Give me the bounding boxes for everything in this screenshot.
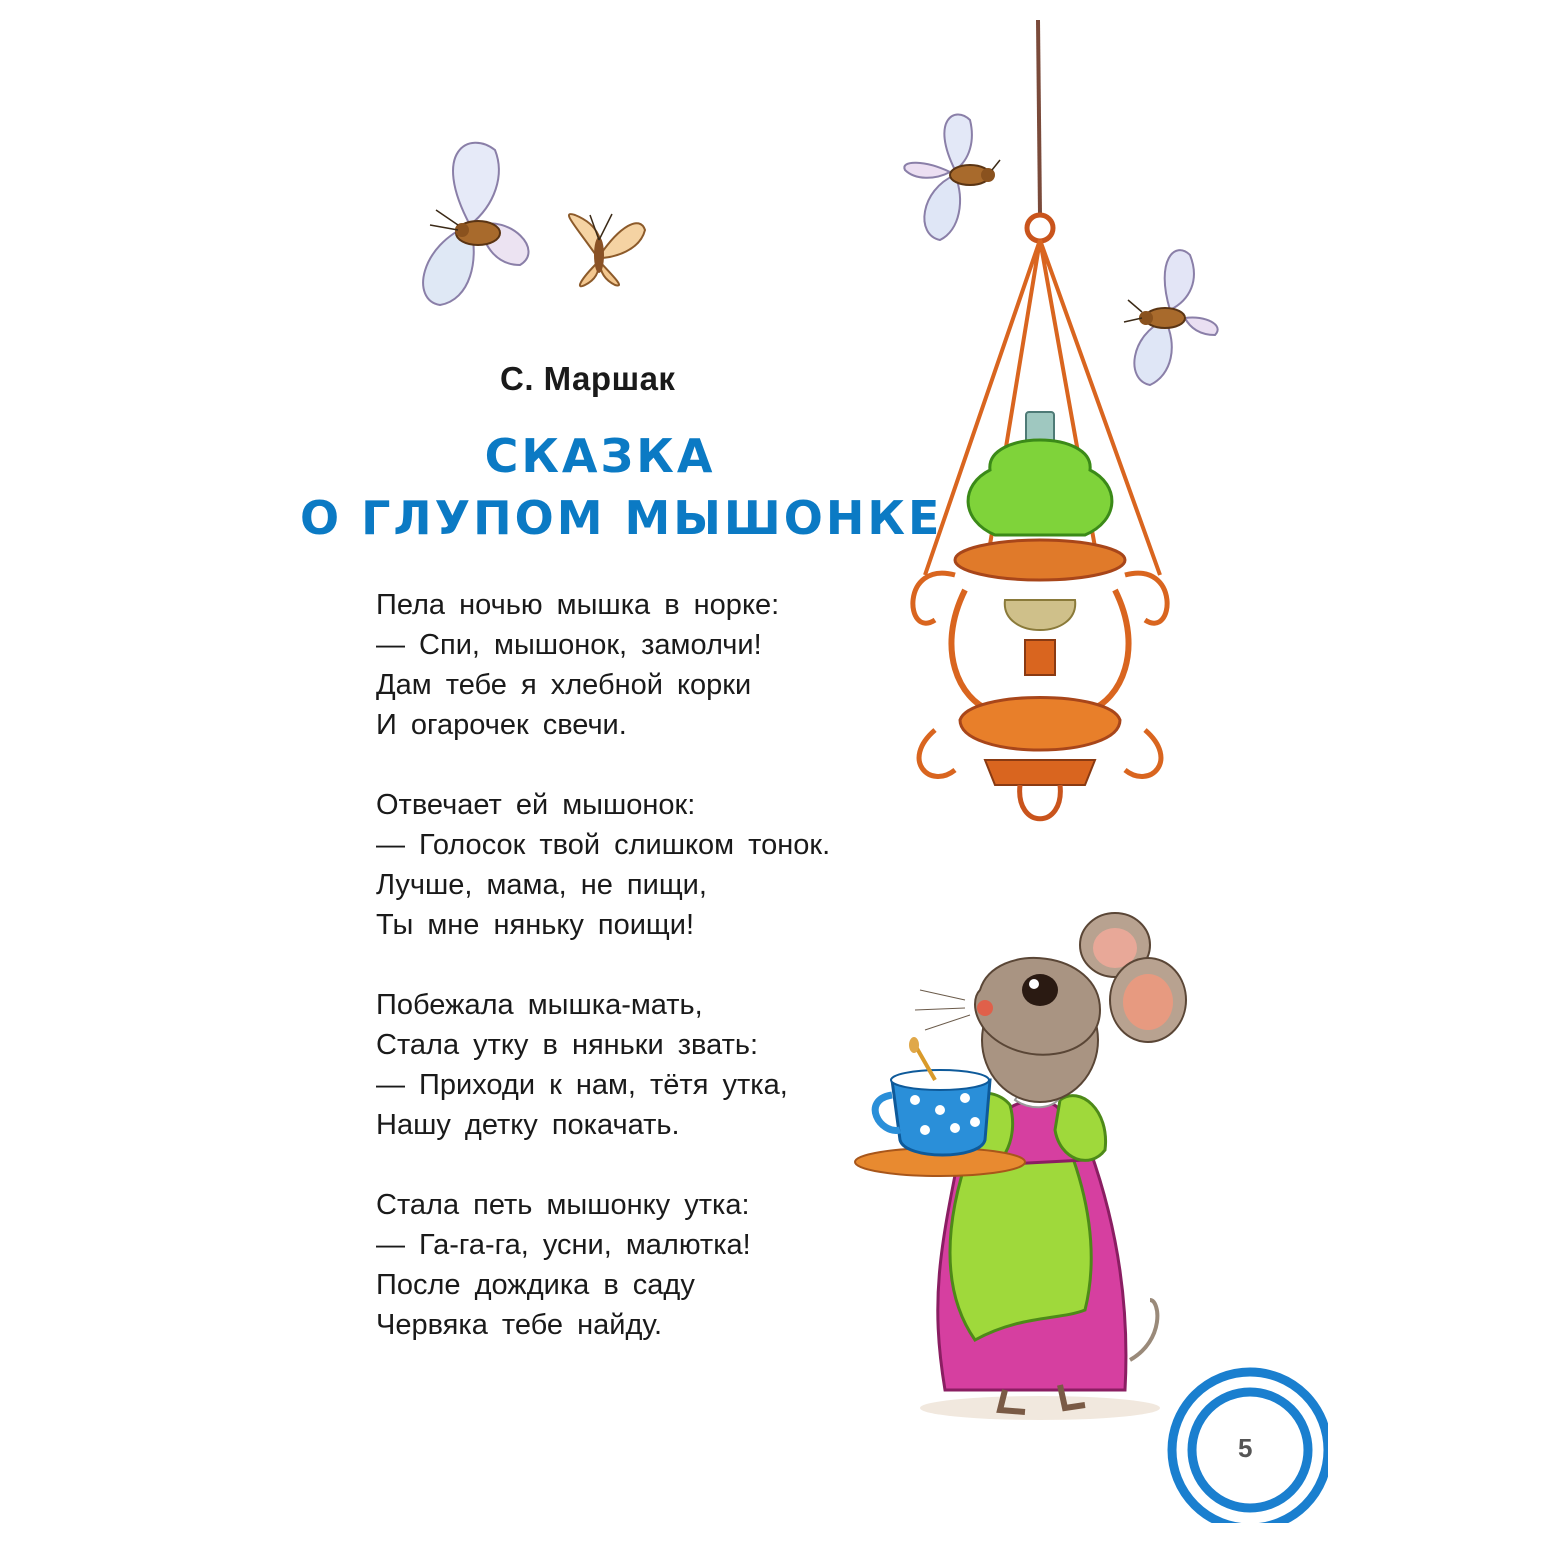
poem-line: Стала петь мышонку утка: [376, 1189, 750, 1221]
author-name: С. Маршак [500, 360, 676, 397]
page-number-rings [1172, 1360, 1368, 1550]
poem-line: Лучше, мама, не пищи, [376, 869, 707, 901]
mouse-with-teacup [855, 913, 1186, 1420]
poem-line: — Голосок твой слишком тонок. [376, 829, 831, 861]
stanza [376, 1185, 830, 1345]
story-title [300, 425, 943, 549]
poem-line: — Га-га-га, усни, малютка! [376, 1229, 751, 1261]
poem-line: Отвечает ей мышонок: [376, 789, 696, 821]
page-number: 5 [1238, 1433, 1253, 1463]
poem-line: Стала утку в няньки звать: [376, 1029, 759, 1061]
stanza [376, 585, 830, 745]
moth-icon [569, 214, 645, 286]
poem-line: И огарочек свечи. [376, 709, 627, 741]
poem-line: Нашу детку покачать. [376, 1109, 680, 1141]
moth-icon [1124, 250, 1218, 385]
moth-icon [904, 114, 1000, 240]
stanza [376, 785, 830, 945]
moth-icon [423, 143, 528, 305]
poem-line: — Приходи к нам, тётя утка, [376, 1069, 788, 1101]
poem-line: Побежала мышка-мать, [376, 989, 703, 1021]
poem-line: — Спи, мышонок, замолчи! [376, 629, 762, 661]
title-line: О ГЛУПОМ МЫШОНКЕ [300, 491, 943, 545]
poem-line: Ты мне няньку поищи! [376, 909, 695, 941]
poem-line: Пела ночью мышка в норке: [376, 589, 780, 621]
poem-line: Дам тебе я хлебной корки [376, 669, 752, 701]
poem-line: Червяка тебе найду. [376, 1309, 663, 1341]
title-line: СКАЗКА [484, 429, 716, 483]
poem-text [376, 585, 830, 1385]
stanza [376, 985, 830, 1145]
poem-line: После дождика в саду [376, 1269, 695, 1301]
